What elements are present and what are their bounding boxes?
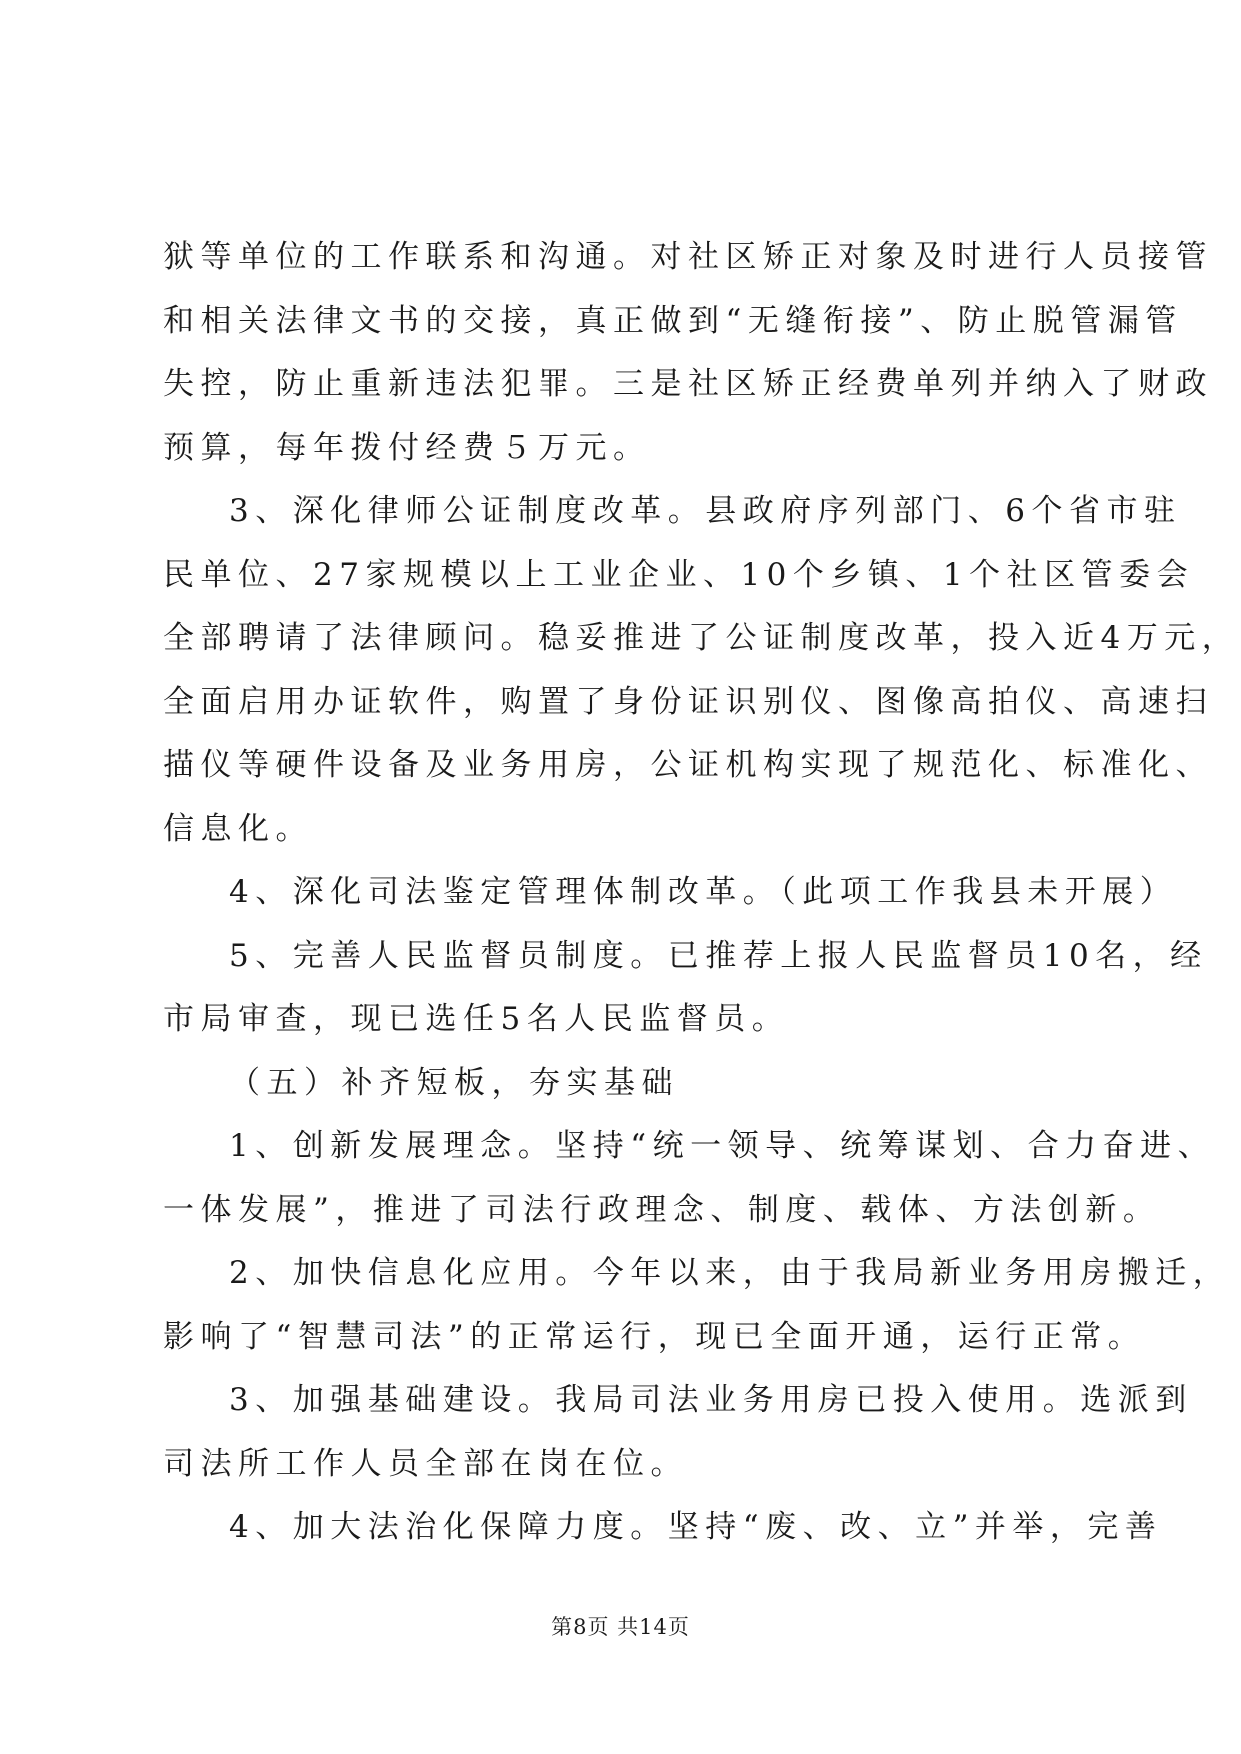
- body-text: [163, 226, 1240, 1560]
- text-line: 司法所工作人员全部在岗在位。: [163, 1445, 688, 1482]
- text-line: 预算，每年拨付经费５万元。: [163, 429, 651, 466]
- text-line: 市局审查，现已选任5名人民监督员。: [163, 1001, 790, 1037]
- text-line: 3、加强基础建设。我局司法业务用房已投入使用。选派到: [229, 1382, 1193, 1418]
- text-line: 狱等单位的工作联系和沟通。对社区矫正对象及时进行人员接管: [163, 239, 1213, 275]
- text-line: 和相关法律文书的交接，真正做到“无缝衔接”、防止脱管漏管: [163, 302, 1183, 339]
- text-line: 全部聘请了法律顾问。稳妥推进了公证制度改革，投入近4万元，: [163, 620, 1240, 656]
- text-line: 3、深化律师公证制度改革。县政府序列部门、6个省市驻: [229, 493, 1182, 529]
- text-line: 失控，防止重新违法犯罪。三是社区矫正经费单列并纳入了财政: [163, 366, 1213, 402]
- section-heading: （五）补齐短板，夯实基础: [229, 1064, 679, 1101]
- text-line: 民单位、27家规模以上工业企业、10个乡镇、1个社区管委会: [163, 556, 1195, 593]
- text-line: 信息化。: [163, 810, 313, 847]
- text-line: 全面启用办证软件，购置了身份证识别仪、图像高拍仪、高速扫: [163, 683, 1213, 720]
- text-line: 影响了“智慧司法”的正常运行，现已全面开通，运行正常。: [163, 1318, 1146, 1355]
- text-line: 5、完善人民监督员制度。已推荐上报人民监督员10名，经: [229, 937, 1208, 974]
- text-line: 描仪等硬件设备及业务用房，公证机构实现了规范化、标准化、: [163, 747, 1213, 783]
- page-number-footer: 第8页 共14页: [551, 1615, 690, 1639]
- text-line: 4、加大法治化保障力度。坚持“废、改、立”并举，完善: [229, 1509, 1163, 1545]
- text-line: 2、加快信息化应用。今年以来，由于我局新业务用房搬迁，: [229, 1255, 1231, 1291]
- text-line: 一体发展”，推进了司法行政理念、制度、载体、方法创新。: [163, 1191, 1161, 1228]
- text-line: 4、深化司法鉴定管理体制改革。（此项工作我县未开展）: [229, 874, 1178, 910]
- text-line: 1、创新发展理念。坚持“统一领导、统筹谋划、合力奋进、: [229, 1128, 1216, 1164]
